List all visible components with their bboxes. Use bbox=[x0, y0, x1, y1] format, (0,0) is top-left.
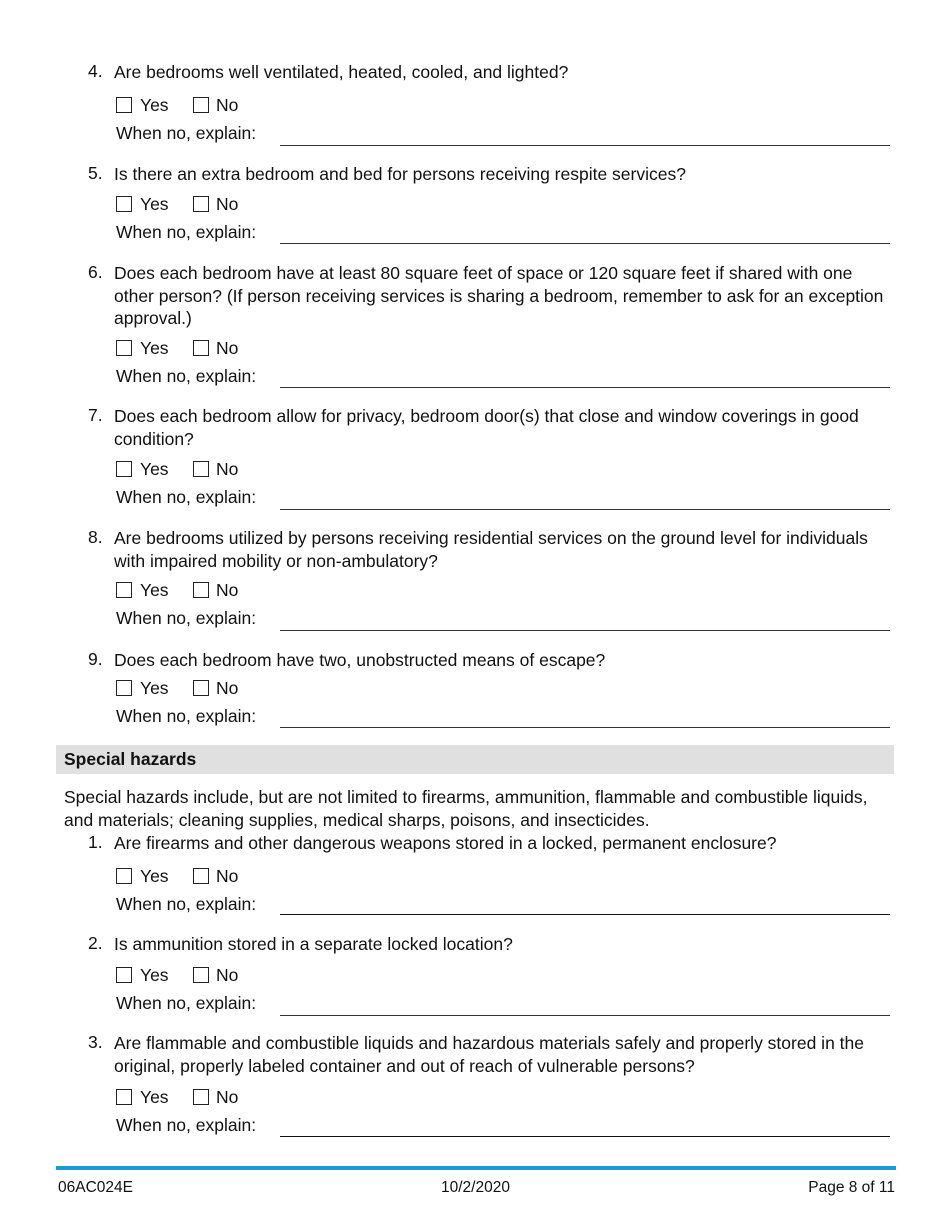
question-number: 3. bbox=[88, 1032, 103, 1052]
question-number: 2. bbox=[88, 933, 103, 953]
yes-label: Yes bbox=[140, 580, 169, 600]
question-number: 9. bbox=[88, 649, 103, 669]
no-checkbox[interactable] bbox=[193, 461, 209, 477]
no-label: No bbox=[216, 194, 239, 214]
question-text: Does each bedroom have two, unobstructed means of escape? bbox=[114, 650, 606, 670]
section-header-special-hazards bbox=[56, 745, 894, 774]
form-date: 10/2/2020 bbox=[441, 1179, 510, 1196]
no-checkbox[interactable] bbox=[193, 196, 209, 212]
explain-label: When no, explain: bbox=[116, 608, 257, 628]
no-checkbox[interactable] bbox=[193, 967, 209, 983]
no-checkbox[interactable] bbox=[193, 1089, 209, 1105]
explain-field-q4[interactable] bbox=[280, 145, 890, 146]
yes-checkbox[interactable] bbox=[116, 967, 132, 983]
yes-checkbox[interactable] bbox=[116, 868, 132, 884]
yes-label: Yes bbox=[140, 95, 169, 115]
no-label: No bbox=[216, 965, 239, 985]
no-label: No bbox=[216, 866, 239, 886]
question-text: Are firearms and other dangerous weapons stored in a locked, permanent enclosure? bbox=[114, 833, 777, 853]
yes-label: Yes bbox=[140, 459, 169, 479]
explain-field-q8[interactable] bbox=[280, 630, 890, 631]
no-checkbox[interactable] bbox=[193, 97, 209, 113]
question-text: Are bedrooms well ventilated, heated, cooled, and lighted? bbox=[114, 62, 569, 82]
explain-label: When no, explain: bbox=[116, 487, 257, 507]
explain-field-q6[interactable] bbox=[280, 387, 890, 388]
question-text: Is there an extra bedroom and bed for persons receiving respite services? bbox=[114, 164, 686, 184]
yes-label: Yes bbox=[140, 965, 169, 985]
yes-checkbox[interactable] bbox=[116, 196, 132, 212]
explain-field-h2[interactable] bbox=[280, 1015, 890, 1016]
explain-field-q7[interactable] bbox=[280, 509, 890, 510]
no-label: No bbox=[216, 338, 239, 358]
explain-label: When no, explain: bbox=[116, 222, 257, 242]
question-text: Does each bedroom have at least 80 square feet of space or 120 square feet if shared with one other person? (If person receiving services is sharing a bedroom, remember to ask for an exception approval.) bbox=[114, 263, 884, 329]
explain-label: When no, explain: bbox=[116, 1115, 257, 1135]
question-number: 8. bbox=[88, 527, 103, 547]
section-title: Special hazards bbox=[64, 749, 197, 769]
question-text: Is ammunition stored in a separate locked location? bbox=[114, 934, 513, 954]
yes-label: Yes bbox=[140, 194, 169, 214]
explain-field-h1[interactable] bbox=[280, 914, 890, 915]
form-code: 06AC024E bbox=[58, 1179, 133, 1196]
no-checkbox[interactable] bbox=[193, 340, 209, 356]
no-checkbox[interactable] bbox=[193, 582, 209, 598]
yes-checkbox[interactable] bbox=[116, 461, 132, 477]
yes-checkbox[interactable] bbox=[116, 582, 132, 598]
yes-label: Yes bbox=[140, 866, 169, 886]
explain-label: When no, explain: bbox=[116, 993, 257, 1013]
yes-label: Yes bbox=[140, 1087, 169, 1107]
no-label: No bbox=[216, 95, 239, 115]
explain-field-h3[interactable] bbox=[280, 1136, 890, 1137]
yes-label: Yes bbox=[140, 678, 169, 698]
footer-rule bbox=[56, 1166, 896, 1170]
question-text: Does each bedroom allow for privacy, bedroom door(s) that close and window coverings in good condition? bbox=[114, 406, 859, 449]
yes-checkbox[interactable] bbox=[116, 1089, 132, 1105]
question-number: 6. bbox=[88, 262, 103, 282]
question-number: 4. bbox=[88, 61, 103, 81]
yes-checkbox[interactable] bbox=[116, 340, 132, 356]
no-checkbox[interactable] bbox=[193, 868, 209, 884]
yes-checkbox[interactable] bbox=[116, 680, 132, 696]
no-label: No bbox=[216, 459, 239, 479]
no-label: No bbox=[216, 580, 239, 600]
explain-label: When no, explain: bbox=[116, 123, 257, 143]
explain-field-q9[interactable] bbox=[280, 727, 890, 728]
question-text: Are bedrooms utilized by persons receiving residential services on the ground level for individuals with impaired mobility or non-ambulatory? bbox=[114, 528, 868, 571]
question-number: 7. bbox=[88, 405, 103, 425]
explain-field-q5[interactable] bbox=[280, 243, 890, 244]
no-label: No bbox=[216, 678, 239, 698]
explain-label: When no, explain: bbox=[116, 894, 257, 914]
yes-checkbox[interactable] bbox=[116, 97, 132, 113]
section-intro: Special hazards include, but are not limited to firearms, ammunition, flammable and combustible liquids, and materials; cleaning supplies, medical sharps, poisons, and insecticides. bbox=[64, 787, 868, 830]
yes-label: Yes bbox=[140, 338, 169, 358]
no-checkbox[interactable] bbox=[193, 680, 209, 696]
question-number: 5. bbox=[88, 163, 103, 183]
page-number: Page 8 of 11 bbox=[808, 1179, 895, 1196]
no-label: No bbox=[216, 1087, 239, 1107]
explain-label: When no, explain: bbox=[116, 366, 257, 386]
question-number: 1. bbox=[88, 832, 103, 852]
explain-label: When no, explain: bbox=[116, 706, 257, 726]
question-text: Are flammable and combustible liquids and hazardous materials safely and properly stored in the original, properly labeled container and out of reach of vulnerable persons? bbox=[114, 1033, 864, 1076]
